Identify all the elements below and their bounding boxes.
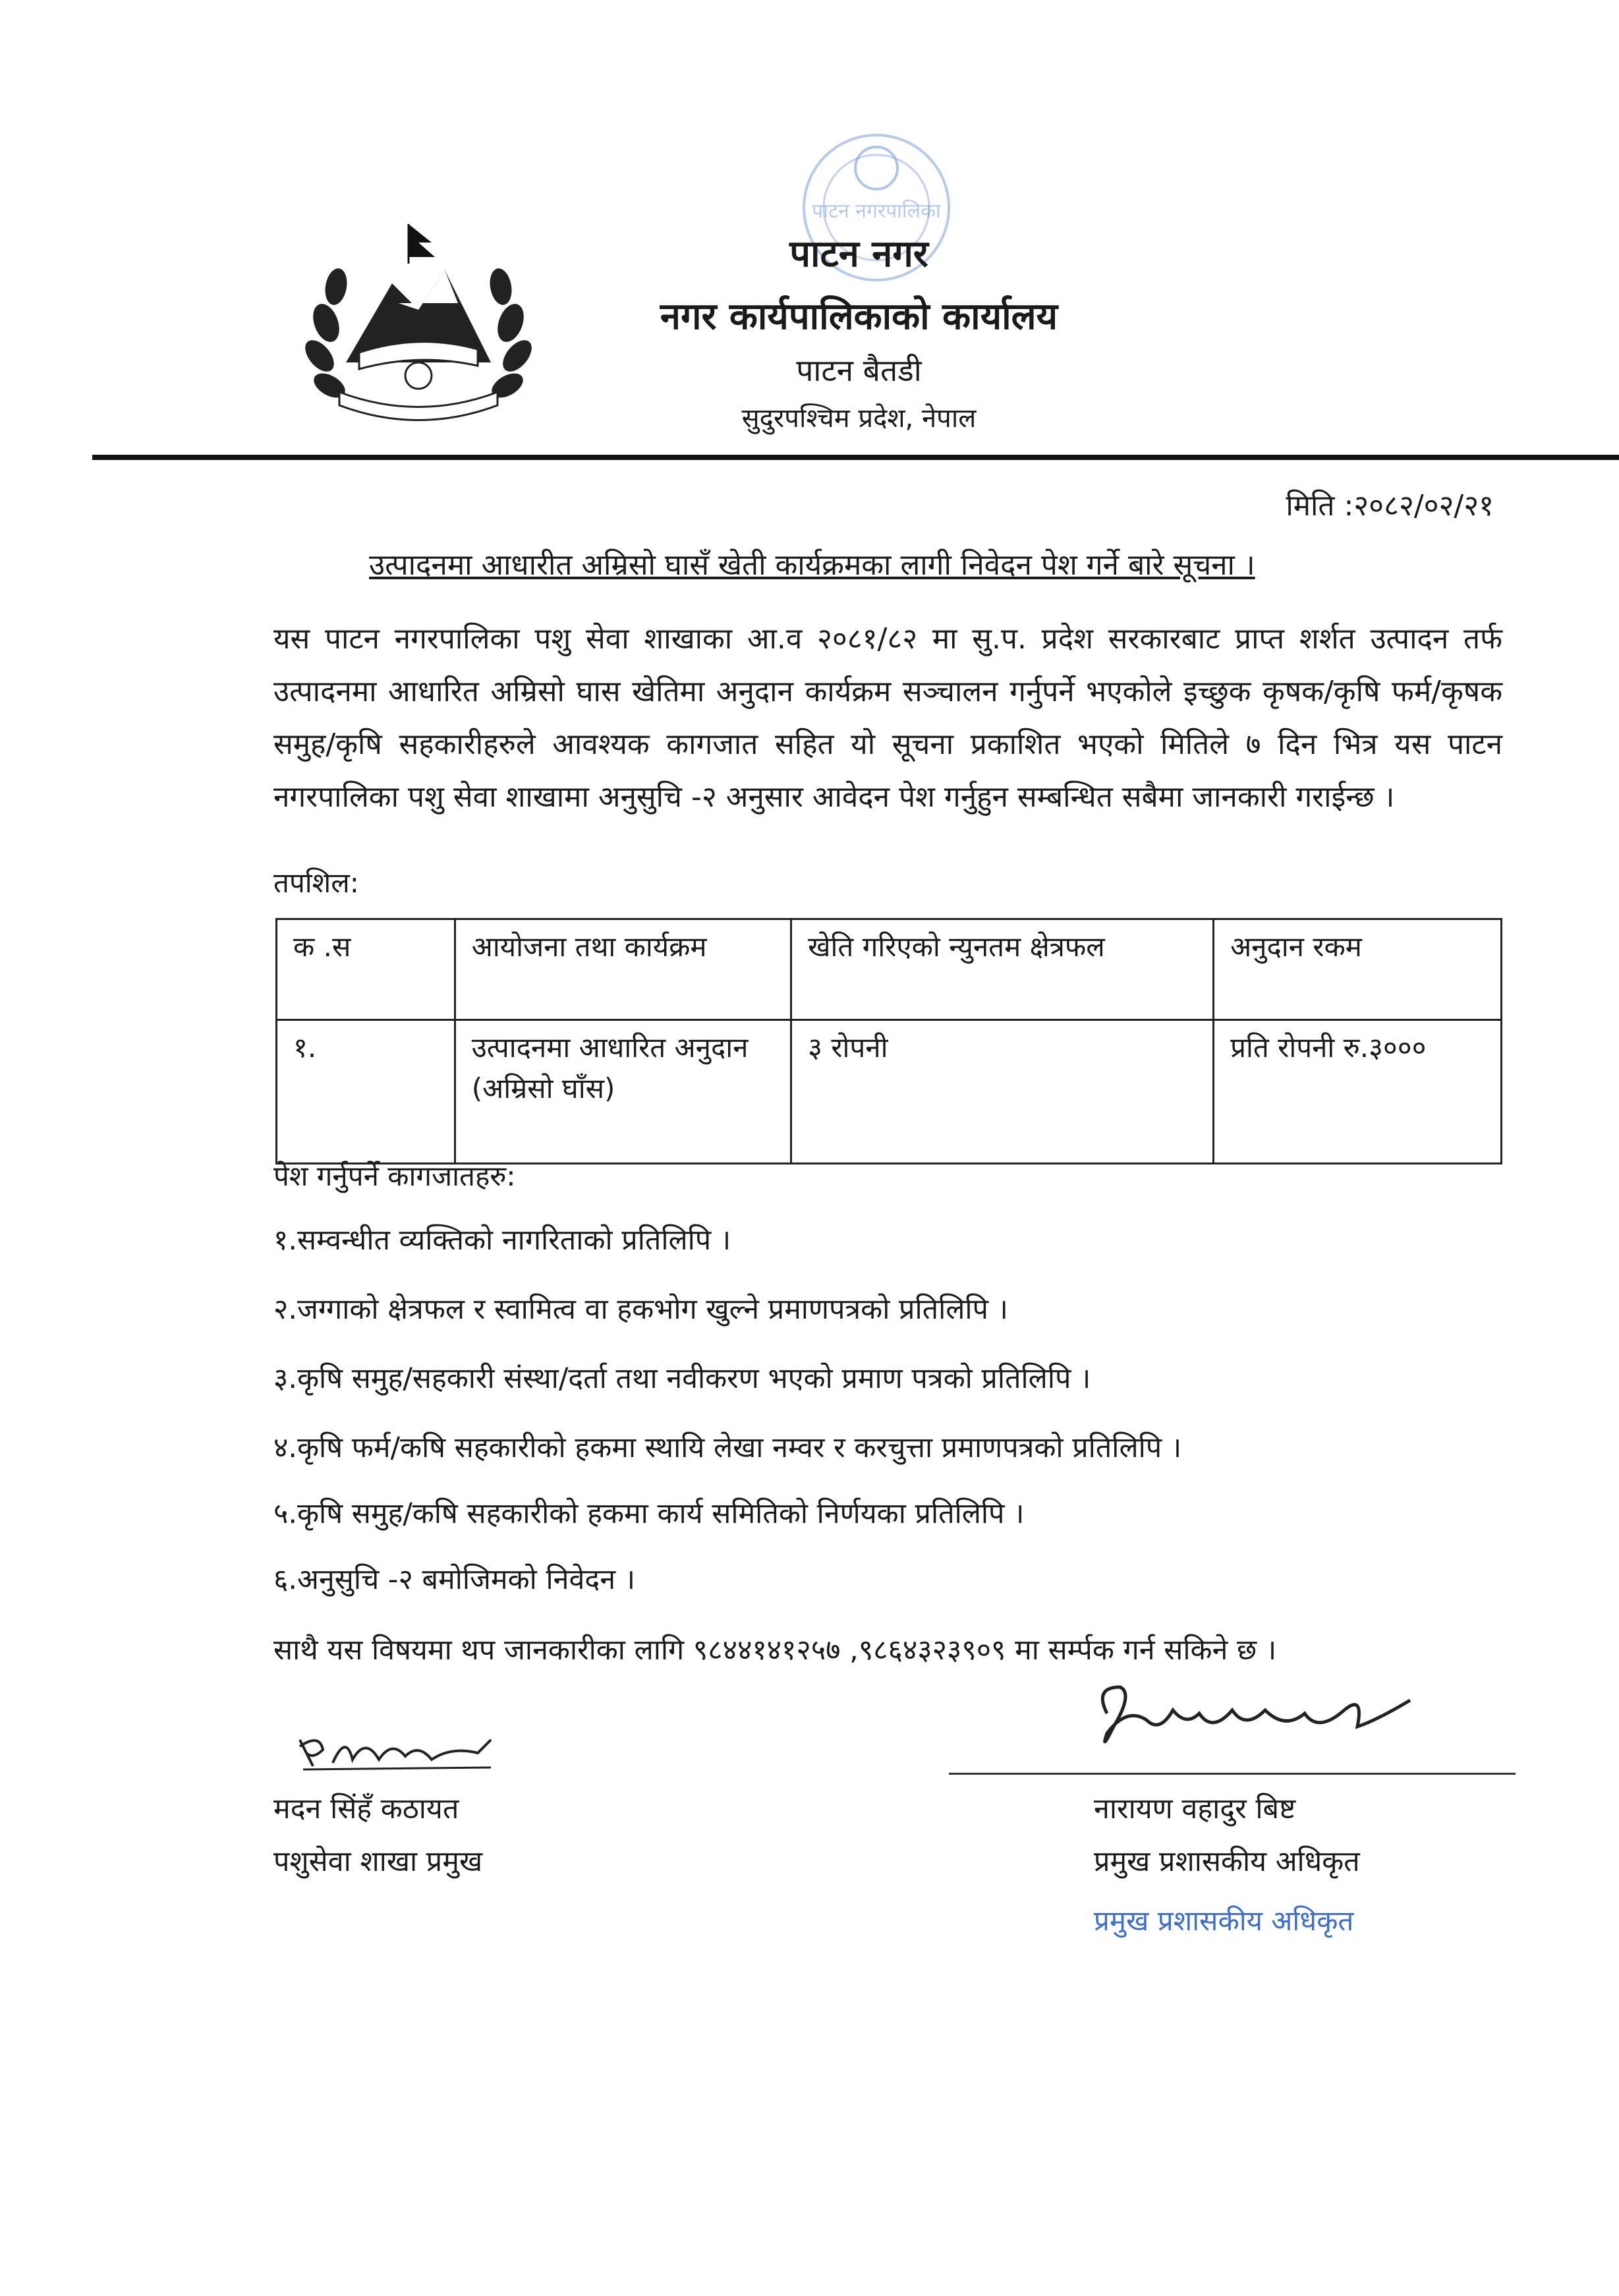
left-signature [293,1727,504,1779]
table-header-cell: खेति गरिएको न्युनतम क्षेत्रफल [791,919,1214,1020]
table-cell: १. [277,1020,455,1164]
right-signatory-name: नारायण वहादुर बिष्ट [1094,1793,1296,1825]
document-item: ३.कृषि समुह/सहकारी संस्था/दर्ता तथा नवीकरण भएको प्रमाण पत्रको प्रतिलिपि । [273,1362,1091,1395]
document-item: १.सम्वन्धीत व्यक्तिको नागरिताको प्रतिलिपि । [273,1224,731,1257]
right-signatory [1094,1783,1360,1888]
designation-stamp: प्रमुख प्रशासकीय अधिकृत [1094,1905,1354,1937]
notice-subject: उत्पादनमा आधारीत अम्रिसो घासँ खेती कार्यक्रमका लागी निवेदन पेश गर्ने बारे सूचना । [369,548,1255,582]
document-item: ५.कृषि समुह/कषि सहकारीको हकमा कार्य समितिको निर्णयका प्रतिलिपि । [273,1497,1025,1530]
document-date: मिति :२०८२/०२/२१ [1286,489,1494,523]
right-signatory-title: प्रमुख प्रशासकीय अधिकृत [1094,1845,1360,1878]
header-divider [92,455,1619,460]
office-location: पाटन बैतडी [796,353,922,388]
table-header-cell: आयोजना तथा कार्यक्रम [455,919,791,1020]
document-item: ४.कृषि फर्म/कषि सहकारीको हकमा स्थायि लेखा नम्वर र करचुत्ता प्रमाणपत्रको प्रतिलिपि । [273,1431,1182,1464]
table-cell: ३ रोपनी [791,1020,1214,1164]
table-header-row [277,919,1502,1020]
left-signatory-title: पशुसेवा शाखा प्रमुख [273,1845,483,1878]
stamp-text: पाटन नगरपालिका [812,200,941,223]
table-cell: उत्पादनमा आधारित अनुदान (अम्रिसो घाँस) [455,1020,791,1164]
office-title: नगर कार्यपालिकाको कार्यालय [660,295,1058,338]
grant-table [275,918,1502,1164]
left-signatory [273,1783,482,1888]
table-header-cell: क .स [277,919,455,1020]
document-item: ६.अनुसुचि -२ बमोजिमको निवेदन । [273,1563,636,1596]
right-signature [1067,1674,1436,1760]
details-label: तपशिल: [273,867,359,899]
table-cell: प्रति रोपनी रु.३००० [1214,1020,1502,1164]
table-row [277,1020,1502,1164]
office-seal-stamp [751,129,988,313]
left-signatory-name: मदन सिंहँ कठायत [273,1793,459,1825]
notice-body: यस पाटन नगरपालिका पशु सेवा शाखाका आ.व २०८१/८२ मा सु.प. प्रदेश सरकारबाट प्राप्त शर्शत उत्पादन तर्फ उत्पादनमा आधारित अम्रिसो घास खेतिमा अनुदान कार्यक्रम सञ्चालन गर्नुपर्ने भएकोले इच्छुक कृषक/कृषि फर्म/कृषक समुह/कृषि सहकारीहरुले आवश्यक कागजात सहित यो सूचना प्रकाशित भएको मितिले ७ दिन भित्र यस पाटन नगरपालिका पशु सेवा शाखामा अनुसुचि -२ अनुसार आवेदन पेश गर्नुहुन सम्बन्धित सबैमा जानकारी गराईन्छ । [273,622,1502,814]
documents-title: पेश गर्नुपर्ने कागजातहरु: [273,1160,516,1192]
document-item: २.जग्गाको क्षेत्रफल र स्वामित्व वा हकभोग खुल्ने प्रमाणपत्रको प्रतिलिपि । [273,1293,1008,1326]
contact-note: साथै यस विषयमा थप जानकारीका लागि ९८४४१४१२५७ ,९८६४३२३९०९ मा सर्म्पक गर्न सकिने छ । [273,1634,1277,1667]
office-name: पाटन नगर [789,233,928,275]
signature-line [949,1773,1516,1775]
office-province: सुदुरपश्चिम प्रदेश, नेपाल [741,403,977,434]
table-header-cell: अनुदान रकम [1214,919,1502,1020]
